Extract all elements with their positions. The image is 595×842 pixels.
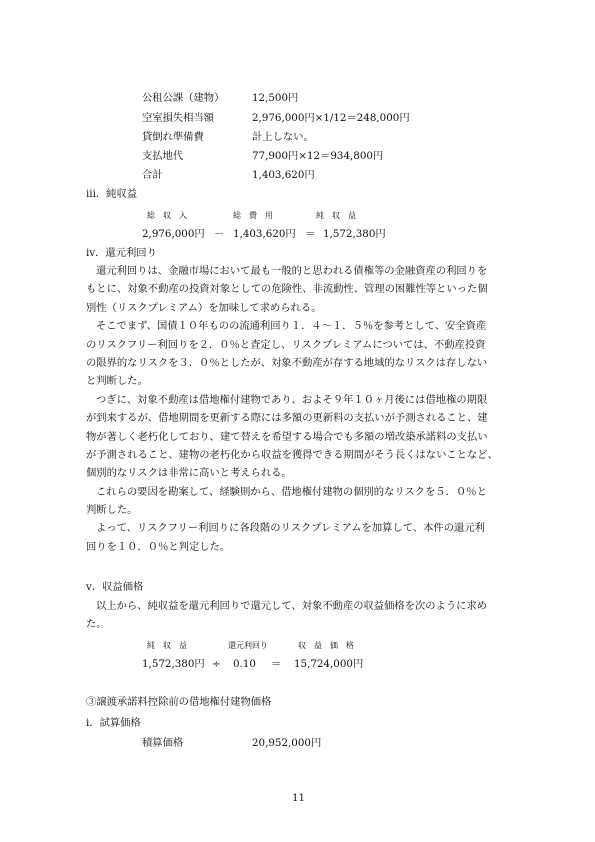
paragraph: [86, 601, 516, 638]
paragraph-line: の限界的なリスクを３．０％としたが、対象不動産が存する地域的なリスクは存しない: [86, 356, 488, 369]
cost-row-label: 公租公課（建物）: [142, 92, 225, 104]
formula-header: 純 収 益: [316, 211, 356, 220]
paragraph-line: 回りを１０．０％と判定した。: [86, 540, 231, 553]
paragraph-line: 還元利回りは、金融市場において最も一般的と思われる債権等の金融資産の利回りを: [96, 265, 488, 277]
formula-header: 収 益 価 格: [298, 641, 354, 650]
paragraph-line: 個別的なリスクは非常に高いと考えられる。: [86, 467, 292, 480]
section-heading-net-income: ⅲ．純収益: [86, 188, 138, 200]
cost-row-value: 2,976,000円×1/12＝248,000円: [252, 112, 410, 124]
paragraph-line: が予測されること、建物の老朽化から収益を獲得できる期間がそう長くはないことなど、: [86, 448, 498, 461]
cost-row-label: 貸倒れ準備費: [142, 131, 204, 143]
formula-value: 1,572,380円: [142, 658, 205, 670]
formula-header: 総 費 用: [233, 211, 273, 220]
cost-row-value: 計上しない。: [252, 131, 314, 143]
cost-approach-label: 積算価格: [142, 737, 184, 749]
paragraph-line: そこでまず、国債１０年ものの流通利回り１．４～１．５％を参考として、安全資産: [96, 320, 487, 333]
formula-header: 総 収 入: [147, 211, 187, 220]
cost-total-value: 1,403,620円: [252, 169, 315, 181]
paragraph-line: た。: [86, 618, 107, 631]
formula-operator: ＝: [271, 658, 282, 670]
cost-total-label: 合計: [142, 169, 163, 181]
cost-row-label: 支払地代: [142, 150, 184, 162]
formula-value: 15,724,000円: [294, 658, 364, 670]
cost-row-value: 12,500円: [252, 92, 299, 104]
paragraph-line: よって、リスクフリー利回りに各段階のリスクプレミアムを加算して、本件の還元利: [96, 522, 485, 535]
formula-value: 0.10: [233, 658, 256, 670]
paragraph-line: 物が著しく老朽化しており、建て替えを希望する場合でも多額の増改築承諾料の支払い: [86, 430, 488, 443]
section-heading-cap-rate: ⅳ．還元利回り: [86, 247, 157, 259]
paragraph-line: 別性（リスクプレミアム）を加味して求められる。: [86, 301, 322, 314]
paragraph-line: 以上から、純収益を還元利回りで還元して、対象不動産の収益価格を次のように求め: [96, 600, 488, 612]
formula-value: 1,403,620円: [233, 228, 296, 240]
formula-operator: ÷: [212, 658, 221, 670]
formula-header: 還元利回り: [228, 641, 268, 650]
formula-operator: －: [214, 228, 225, 240]
paragraph-line: これらの要因を勘案して、経験則から、借地権付建物の個別的なリスクを５．０％と: [96, 485, 487, 498]
paragraph-line: 判断した。: [86, 504, 138, 517]
paragraph-line: つぎに、対象不動産は借地権付建物であり、およそ９年１０ヶ月後には借地権の期限: [96, 393, 488, 406]
cost-approach-value: 20,952,000円: [252, 737, 322, 749]
formula-operator: ＝: [305, 228, 316, 240]
paragraph-line: のリスクフリー利回りを２．０％と査定し、リスクプレミアムについては、不動産投資: [86, 338, 486, 351]
page-number: 11: [292, 792, 306, 804]
section-heading-income-price: ⅴ．収益価格: [86, 581, 144, 593]
formula-value: 2,976,000円: [142, 228, 205, 240]
formula-value: 1,572,380円: [323, 228, 386, 240]
formula-header: 純 収 益: [147, 641, 187, 650]
paragraph-line: と判断した。: [86, 375, 148, 388]
cost-row-label: 空室損失相当額: [142, 112, 215, 124]
cost-row-value: 77,900円×12＝934,800円: [252, 150, 384, 162]
paragraph: [86, 266, 516, 560]
paragraph-line: が到来するが、借地期間を更新する際には多額の更新料の支払いが予測されること、建: [86, 412, 488, 425]
section-heading-leasehold-price: ③譲渡承諾料控除前の借地権付建物価格: [86, 696, 272, 708]
paragraph-line: もとに、対象不動産の投資対象としての危険性、非流動性、管理の困難性等といった個: [86, 283, 488, 296]
subsection-heading: ⅰ．試算価格: [86, 717, 141, 729]
